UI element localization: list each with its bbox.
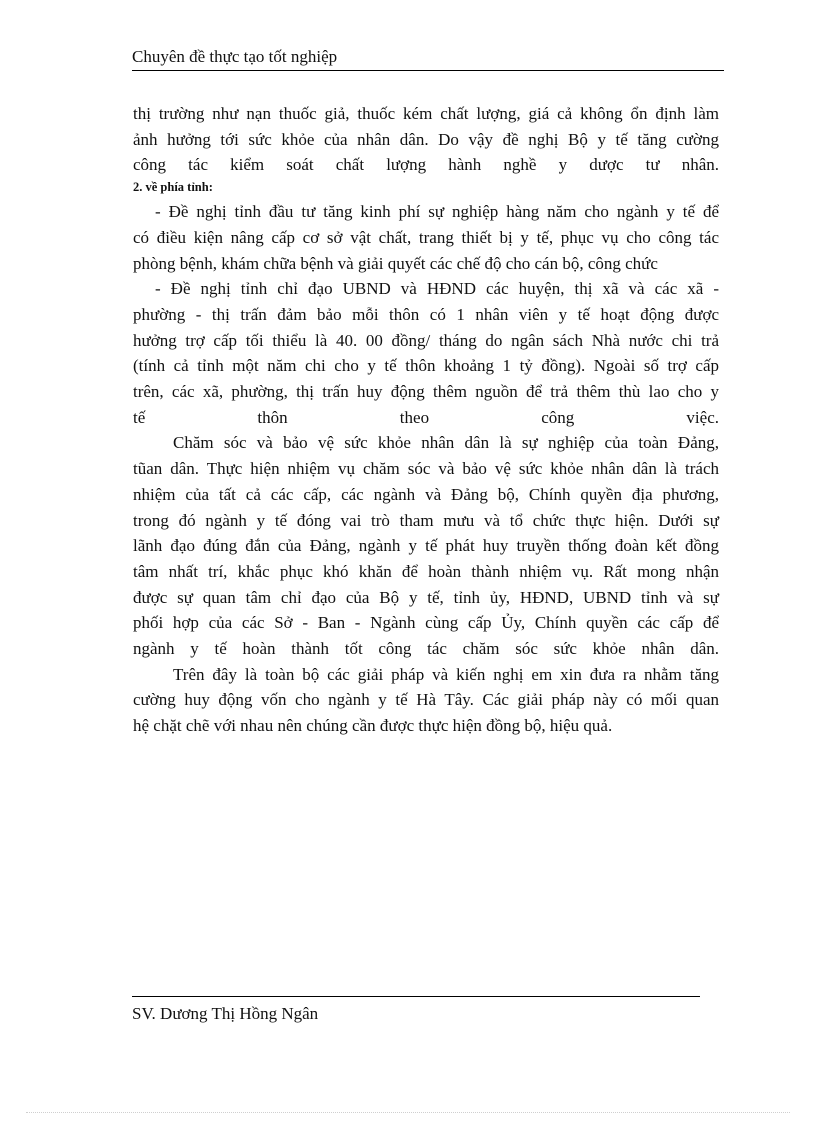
text-line: cường huy động vốn cho ngành y tế Hà Tây. Các giải pháp này có mối quan — [133, 690, 719, 710]
text-line: tũan dân. Thực hiện nhiệm vụ chăm sóc và bảo vệ sức khỏe nhân dân là trách — [133, 459, 719, 479]
text-line: nhiệm của tất cả các cấp, các ngành và Đảng bộ, Chính quyền địa phương, — [133, 484, 719, 504]
section-heading: 2. về phía tỉnh: — [133, 180, 213, 195]
text-line: có điều kiện nâng cấp cơ sở vật chất, trang thiết bị y tế, phục vụ cho công tác — [133, 227, 719, 247]
text-line: Trên đây là toàn bộ các giải pháp và kiến nghị em xin đưa ra nhằm tăng — [173, 664, 719, 684]
text-line: lãnh đạo đúng đắn của Đảng, ngành y tế phát huy truyền thống đoàn kết đồng — [133, 536, 719, 556]
text-line: trong đó ngành y tế đóng vai trò tham mưu và tổ chức thực hiện. Dưới sự — [133, 510, 719, 530]
page-footer — [132, 996, 700, 1025]
text-line: Chăm sóc và bảo vệ sức khỏe nhân dân là sự nghiệp của toàn Đảng, — [173, 433, 719, 453]
text-line: hưởng trợ cấp tối thiểu là 40. 00 đồng/ tháng do ngân sách Nhà nước chi trả — [133, 330, 719, 350]
text-line: - Đề nghị tỉnh đầu tư tăng kinh phí sự nghiệp hàng năm cho ngành y tế để — [155, 202, 719, 222]
header-title: Chuyên đề thực tạo tốt nghiệp — [132, 47, 338, 66]
text-line: phòng bệnh, khám chữa bệnh và giải quyết các chế độ cho cán bộ, công chức — [133, 253, 658, 273]
document-body — [133, 101, 719, 739]
page-edge-divider — [26, 1112, 790, 1113]
text-line: ảnh hưởng tới sức khỏe của nhân dân. Do vậy đề nghị Bộ y tế tăng cường — [133, 129, 719, 149]
text-line: - Đề nghị tỉnh chỉ đạo UBND và HĐND các huyện, thị xã và các xã - — [155, 279, 719, 299]
text-line: tâm nhất trí, khắc phục khó khăn để hoàn thành nhiệm vụ. Rất mong nhận — [133, 561, 719, 581]
text-line: hệ chặt chẽ với nhau nên chúng cần được thực hiện đồng bộ, hiệu quả. — [133, 716, 613, 736]
text-line: tế thôn theo công việc. — [133, 407, 719, 427]
text-line: được sự quan tâm chỉ đạo của Bộ y tế, tỉnh ủy, HĐND, UBND tỉnh và sự — [133, 587, 719, 607]
text-line: ngành y tế hoàn thành tốt công tác chăm sóc sức khỏe nhân dân. — [133, 639, 719, 659]
text-line: (tính cả tỉnh một năm chi cho y tế thôn khoảng 1 tỷ đồng). Ngoài số trợ cấp — [133, 356, 719, 376]
text-line: phối hợp của các Sở - Ban - Ngành cùng cấp Ủy, Chính quyền các cấp để — [133, 613, 719, 633]
text-line: phường - thị trấn đảm bảo mỗi thôn có 1 nhân viên y tế hoạt động được — [133, 304, 719, 324]
page-header — [132, 46, 724, 71]
text-line: thị trường như nạn thuốc giả, thuốc kém chất lượng, giá cả không ổn định làm — [133, 104, 719, 123]
text-line: trên, các xã, phường, thị trấn huy động thêm nguồn để trả thêm thù lao cho y — [133, 382, 719, 402]
footer-author: SV. Dương Thị Hồng Ngân — [132, 1004, 319, 1023]
text-line: công tác kiểm soát chất lượng hành nghề y dược tư nhân. — [133, 155, 719, 175]
